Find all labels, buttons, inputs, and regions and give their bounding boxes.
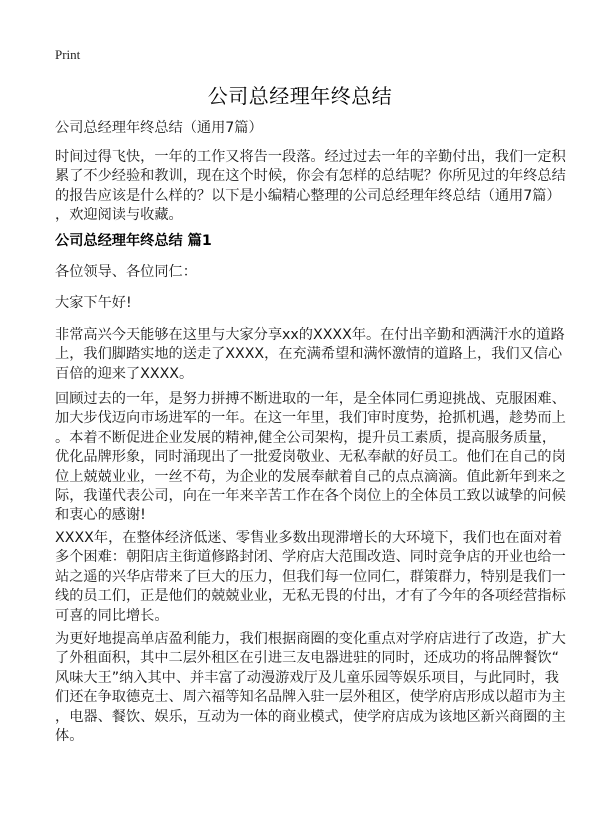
text-line: ，欢迎阅读与收藏。 bbox=[55, 207, 183, 224]
text-line: 时间过得飞快，一年的工作又将告一段落。经过过去一年的辛勤付出，我们一定积 bbox=[55, 149, 566, 165]
text-line: 风味大王”纳入其中、并丰富了动漫游戏厅及儿童乐园等娱乐项目，与此同时，我 bbox=[55, 669, 559, 686]
page-title: 公司总经理年终总结 bbox=[207, 84, 393, 108]
salutation bbox=[55, 263, 565, 282]
paragraph-2 bbox=[55, 390, 565, 526]
text-line: 位上兢兢业业，一丝不苟，为企业的发展奉献着自己的点点滴滴。值此新年到来之 bbox=[55, 468, 566, 485]
paragraph-4 bbox=[55, 630, 565, 746]
text-line: 站之遥的兴华店带来了巨大的压力，但我们每一位同仁，群策群力，特别是我们一 bbox=[55, 568, 566, 585]
text-line: 为更好地提高单店盈利能力，我们根据商圈的变化重点对学府店进行了改造，扩大 bbox=[55, 631, 566, 647]
greeting-text: 大家下午好! bbox=[55, 295, 132, 311]
paragraph-1 bbox=[55, 326, 565, 384]
subtitle-text: 公司总经理年终总结（通用7篇） bbox=[55, 120, 263, 136]
paragraph-3 bbox=[55, 529, 565, 626]
subtitle bbox=[55, 119, 565, 138]
salutation-text: 各位领导、各位同仁： bbox=[55, 264, 197, 280]
print-link[interactable]: Print bbox=[55, 47, 81, 62]
text-line: 体。 bbox=[55, 728, 84, 745]
section-heading-text: 公司总经理年终总结 篇1 bbox=[55, 233, 212, 249]
text-line: 可喜的同比增长。 bbox=[55, 607, 169, 624]
intro-paragraph bbox=[55, 148, 565, 226]
text-line: 优化品牌形象，同时涌现出了一批爱岗敬业、无私奉献的好员工。他们在自己的岗 bbox=[55, 449, 566, 466]
text-line: 和衷心的感谢! bbox=[55, 507, 146, 524]
text-line: 线的员工们，正是他们的兢兢业业，无私无畏的付出，才有了今年的各项经营指标 bbox=[55, 588, 566, 605]
text-line: 累了不少经验和教训，现在这个时候，你会有怎样的总结呢？你所见过的年终总结 bbox=[55, 168, 566, 185]
text-line: 多个困难：朝阳店主街道修路封闭、学府店大范围改造、同时竞争店的开业也给一 bbox=[55, 549, 566, 566]
greeting bbox=[55, 294, 565, 313]
text-line: XXXX年，在整体经济低迷、零售业多数出现滞增长的大环境下，我们也在面对着 bbox=[55, 530, 563, 546]
text-line: 回顾过去的一年，是努力拼搏不断进取的一年，是全体同仁勇迎挑战、克服困难、 bbox=[55, 391, 566, 407]
text-line: 非常高兴今天能够在这里与大家分享xx的XXXX年。在付出辛勤和洒满汗水的道路 bbox=[55, 327, 565, 343]
text-line: 们还在争取德克士、周六福等知名品牌入驻一层外租区，使学府店形成以超市为主 bbox=[55, 689, 566, 706]
section-heading bbox=[55, 232, 565, 251]
text-line: 的报告应该是什么样的？以下是小编精心整理的公司总经理年终总结（通用7篇） bbox=[55, 187, 561, 204]
text-line: 际，我谨代表公司，向在一年来辛苦工作在各个岗位上的全体员工致以诚挚的问候 bbox=[55, 488, 566, 505]
text-line: 了外租面积，其中二层外租区在引进三友电器进驻的同时，还成功的将品牌餐饮“ bbox=[55, 650, 559, 667]
text-line: 百倍的迎来了XXXX。 bbox=[55, 365, 194, 382]
text-line: 加大步伐迈向市场进军的一年。在这一年里，我们审时度势，抢抓机遇，趁势而上 bbox=[55, 410, 566, 427]
text-line: 上，我们脚踏实地的送走了XXXX，在充满希望和满怀激情的道路上，我们又信心 bbox=[55, 346, 563, 363]
text-line: 。本着不断促进企业发展的精神,健全公司架构，提升员工素质，提高服务质量， bbox=[55, 429, 557, 446]
text-line: ，电器、餐饮、娱乐，互动为一体的商业模式，使学府店成为该地区新兴商圈的主 bbox=[55, 708, 566, 725]
